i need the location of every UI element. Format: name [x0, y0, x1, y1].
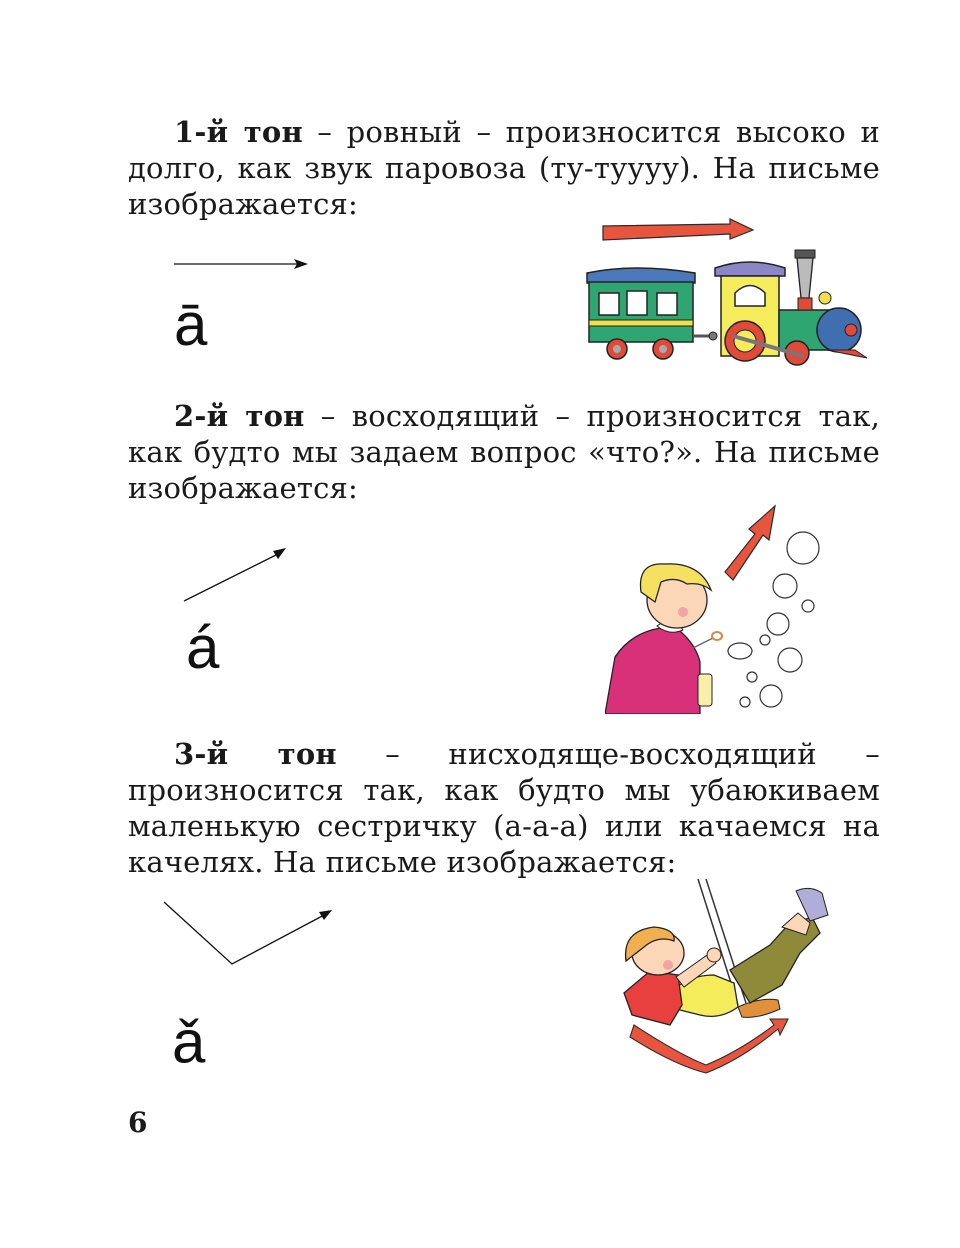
tone-1-description: – ровный – произносится высоко и долго, как звук паровоза (ту-туууу). На письме изображается:	[128, 115, 880, 221]
boy-on-swing-icon	[610, 875, 835, 1075]
falling-rising-contour-arrow-icon	[160, 898, 340, 970]
tone-2-description: – восходящий – произносится так, как будто мы задаем вопрос «что?». На письме изображается:	[128, 399, 880, 505]
tone-3-paragraph	[128, 736, 880, 880]
child-blowing-bubbles-icon	[605, 502, 830, 714]
tone-3-description: – нисходяще-восходящий – произносится так, как будто мы убаюкиваем маленькую сестричку (а-а-а) или качаемся на качелях. На письме изображается:	[128, 737, 880, 879]
tone-1-mark: ā	[174, 291, 208, 358]
tone-2-paragraph	[128, 398, 880, 506]
rising-contour-arrow-icon	[180, 543, 292, 607]
train-icon	[575, 218, 875, 368]
page-number: 6	[128, 1106, 148, 1139]
tone-2-mark: á	[186, 614, 220, 681]
level-contour-arrow-icon	[172, 256, 312, 272]
tone-2-label: 2-й тон	[174, 399, 305, 433]
tone-3-label: 3-й тон	[174, 737, 337, 771]
tone-3-mark: ǎ	[172, 1008, 206, 1075]
tone-1-label: 1-й тон	[174, 115, 303, 149]
tone-1-paragraph	[128, 114, 880, 222]
